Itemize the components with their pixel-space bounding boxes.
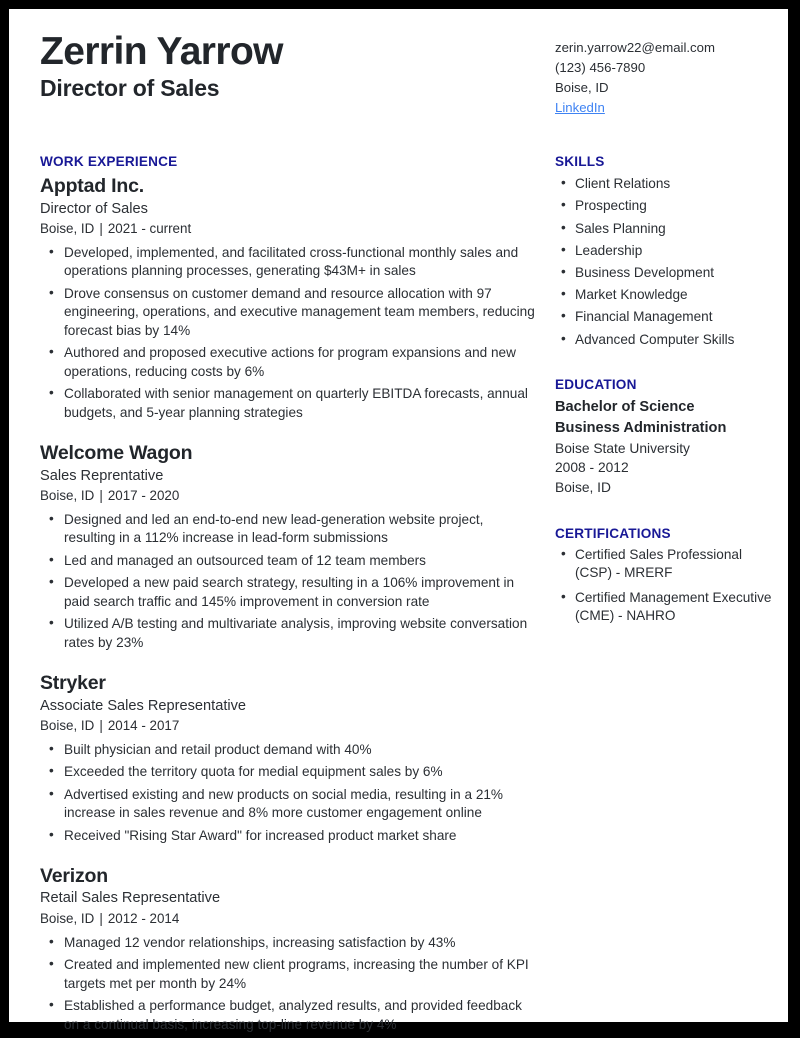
skills-list bbox=[555, 174, 780, 349]
skill-item: • Prospecting bbox=[555, 196, 780, 216]
main-column bbox=[9, 118, 536, 1038]
education-degree: Bachelor of Science bbox=[555, 399, 695, 416]
header-identity bbox=[9, 31, 536, 102]
job-dates: 2014 - 2017 bbox=[107, 718, 180, 734]
job-company: Apptad Inc. bbox=[40, 175, 144, 198]
skill-item: • Financial Management bbox=[555, 307, 780, 327]
section-education bbox=[555, 377, 780, 497]
education-school: Boise State University bbox=[555, 440, 690, 456]
job-bullet: • Utilized A/B testing and multivariate analysis, improving website conversation rates by 23% bbox=[40, 615, 536, 652]
job-bullet: • Developed, implemented, and facilitated cross-functional monthly sales and operations planning processes, generating $43M+ in sales bbox=[40, 244, 536, 281]
job-location: Boise, ID bbox=[40, 718, 95, 734]
skill-item: • Market Knowledge bbox=[555, 285, 780, 305]
job-bullet-list bbox=[40, 741, 536, 845]
job-bullet: • Designed and led an end-to-end new lead-generation website project, resulting in a 112% increase in lead-form submissions bbox=[40, 511, 536, 548]
job-bullet: • Drove consensus on customer demand and resource allocation with 97 engineering, operations, and executive management team members, reducing forecast bias by 14% bbox=[40, 285, 536, 340]
contact-block bbox=[536, 31, 788, 118]
certification-item: • Certified Sales Professional (CSP) - MRERF bbox=[555, 546, 780, 582]
job-meta-separator: | bbox=[99, 488, 103, 504]
job-bullet: • Created and implemented new client programs, increasing the number of KPI targets met per month by 24% bbox=[40, 956, 536, 993]
job-dates: 2017 - 2020 bbox=[107, 488, 180, 504]
job-bullet: • Led and managed an outsourced team of 12 team members bbox=[40, 552, 536, 570]
job-entry bbox=[40, 441, 536, 652]
job-bullet: • Received "Rising Star Award" for increased product market share bbox=[40, 827, 536, 845]
job-dates: 2021 - current bbox=[107, 221, 192, 237]
job-meta-separator: | bbox=[99, 221, 103, 237]
job-bullet-list bbox=[40, 244, 536, 422]
section-skills bbox=[555, 154, 780, 349]
job-bullet: • Advertised existing and new products on social media, resulting in a 21% increase in sales revenue and 8% more customer engagement online bbox=[40, 786, 536, 823]
resume-body bbox=[9, 118, 788, 1038]
job-meta bbox=[40, 910, 536, 929]
contact-phone[interactable]: (123) 456-7890 bbox=[555, 60, 646, 76]
skill-item: • Advanced Computer Skills bbox=[555, 330, 780, 350]
job-bullet-list bbox=[40, 934, 536, 1034]
candidate-headline: Director of Sales bbox=[40, 75, 220, 102]
job-bullet: • Established a performance budget, analyzed results, and provided feedback on a continual basis, increasing top-line revenue by 4% bbox=[40, 997, 536, 1034]
job-company: Stryker bbox=[40, 672, 106, 695]
job-title: Sales Reprentative bbox=[40, 467, 164, 484]
job-bullet-list bbox=[40, 511, 536, 652]
linkedin-link[interactable]: LinkedIn bbox=[555, 100, 605, 116]
job-bullet: • Developed a new paid search strategy, resulting in a 106% improvement in paid search traffic and 145% improvement in conversion rate bbox=[40, 574, 536, 611]
education-dates: 2008 - 2012 bbox=[555, 460, 629, 476]
job-location: Boise, ID bbox=[40, 221, 95, 237]
skill-item: • Sales Planning bbox=[555, 219, 780, 239]
job-bullet: • Managed 12 vendor relationships, increasing satisfaction by 43% bbox=[40, 934, 536, 952]
job-company: Verizon bbox=[40, 865, 108, 888]
side-column bbox=[536, 118, 788, 632]
job-title: Director of Sales bbox=[40, 200, 148, 217]
job-entry bbox=[40, 864, 536, 1034]
candidate-name: Zerrin Yarrow bbox=[40, 30, 283, 73]
job-title: Associate Sales Representative bbox=[40, 697, 247, 714]
job-entry bbox=[40, 671, 536, 845]
section-certifications bbox=[555, 526, 780, 626]
job-title: Retail Sales Representative bbox=[40, 890, 221, 907]
education-field: Business Administration bbox=[555, 420, 727, 437]
certification-item: • Certified Management Executive (CME) - NAHRO bbox=[555, 589, 780, 625]
section-work-experience bbox=[40, 154, 536, 1034]
job-bullet: • Collaborated with senior management on quarterly EBITDA forecasts, annual budgets, and 5-year planning strategies bbox=[40, 385, 536, 422]
skill-item: • Client Relations bbox=[555, 174, 780, 194]
job-bullet: • Authored and proposed executive actions for program expansions and new operations, reducing costs by 6% bbox=[40, 344, 536, 381]
section-title-certifications: CERTIFICATIONS bbox=[555, 525, 671, 541]
job-meta bbox=[40, 487, 536, 506]
contact-email[interactable]: zerin.yarrow22@email.com bbox=[555, 40, 715, 55]
job-company: Welcome Wagon bbox=[40, 442, 193, 465]
section-title-education: EDUCATION bbox=[555, 377, 637, 393]
job-bullet: • Built physician and retail product demand with 40% bbox=[40, 741, 536, 759]
section-title-work-experience: WORK EXPERIENCE bbox=[40, 154, 178, 170]
education-location: Boise, ID bbox=[555, 479, 611, 495]
job-meta-separator: | bbox=[99, 911, 103, 927]
resume-page bbox=[9, 9, 788, 1032]
skill-item: • Leadership bbox=[555, 241, 780, 261]
resume-header bbox=[9, 31, 788, 118]
job-meta bbox=[40, 220, 536, 239]
job-location: Boise, ID bbox=[40, 911, 95, 927]
job-meta bbox=[40, 717, 536, 736]
job-bullet: • Exceeded the territory quota for medial equipment sales by 6% bbox=[40, 763, 536, 781]
job-entry bbox=[40, 174, 536, 422]
job-location: Boise, ID bbox=[40, 488, 95, 504]
job-meta-separator: | bbox=[99, 718, 103, 734]
skill-item: • Business Development bbox=[555, 263, 780, 283]
contact-location: Boise, ID bbox=[555, 80, 609, 96]
certifications-list bbox=[555, 546, 780, 626]
section-title-skills: SKILLS bbox=[555, 154, 605, 170]
job-dates: 2012 - 2014 bbox=[107, 911, 180, 927]
